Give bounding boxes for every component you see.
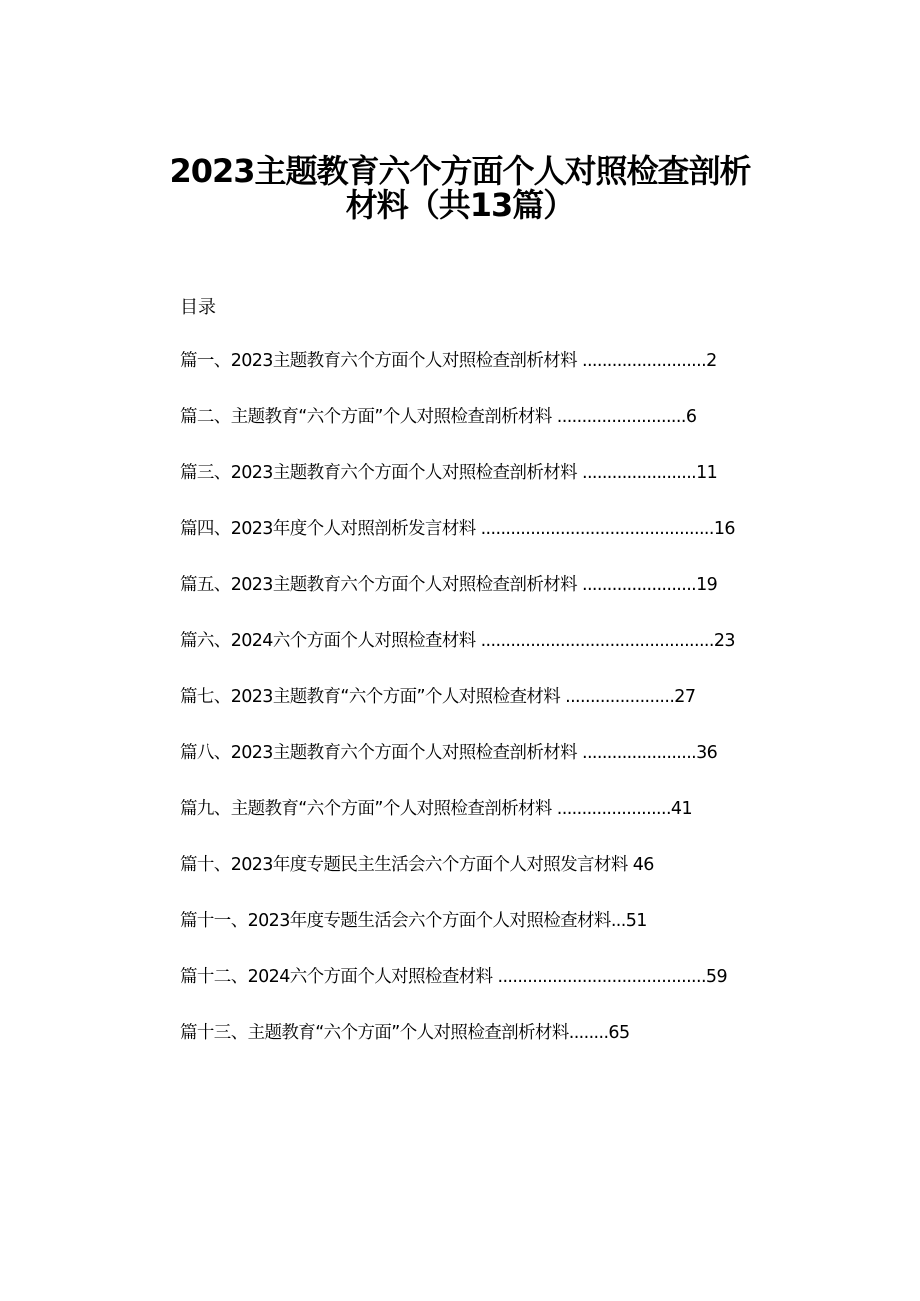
toc-entry-text: 篇十、2023年度专题民主生活会六个方面个人对照发言材料 46 xyxy=(180,855,654,875)
toc-entry-text: 篇四、2023年度个人对照剖析发言材料 ...............................................16 xyxy=(180,519,735,539)
toc-entry-13[interactable] xyxy=(180,1020,780,1076)
toc-entry-text: 篇二、主题教育“六个方面”个人对照检查剖析材料 ..........................6 xyxy=(180,407,697,427)
toc-entry-3[interactable] xyxy=(180,460,780,516)
toc-entry-6[interactable] xyxy=(180,628,780,684)
toc-entry-4[interactable] xyxy=(180,516,780,572)
toc-entry-text: 篇六、2024六个方面个人对照检查材料 ...............................................23 xyxy=(180,631,735,651)
toc-entry-text: 篇八、2023主题教育六个方面个人对照检查剖析材料 .......................36 xyxy=(180,743,718,763)
toc-entry-12[interactable] xyxy=(180,964,780,1020)
toc-entry-text: 篇十一、2023年度专题生活会六个方面个人对照检查材料...51 xyxy=(180,911,647,931)
toc-entry-2[interactable] xyxy=(180,404,780,460)
toc-entry-text: 篇十二、2024六个方面个人对照检查材料 ..........................................59 xyxy=(180,967,728,987)
toc-entry-11[interactable] xyxy=(180,908,780,964)
toc-entry-8[interactable] xyxy=(180,740,780,796)
toc-entry-text: 篇五、2023主题教育六个方面个人对照检查剖析材料 .......................19 xyxy=(180,575,718,595)
toc-heading: 目录 xyxy=(180,297,216,318)
document-title-line-1: 2023主题教育六个方面个人对照检查剖析 xyxy=(169,152,751,190)
toc-entry-text: 篇三、2023主题教育六个方面个人对照检查剖析材料 .......................11 xyxy=(180,463,718,483)
toc-entry-10[interactable] xyxy=(180,852,780,908)
toc-entry-5[interactable] xyxy=(180,572,780,628)
toc-entry-text: 篇一、2023主题教育六个方面个人对照检查剖析材料 .........................2 xyxy=(180,351,717,371)
toc-entry-9[interactable] xyxy=(180,796,780,852)
document-title-line-2: 材料（共13篇） xyxy=(345,186,575,224)
toc-entry-text: 篇十三、主题教育“六个方面”个人对照检查剖析材料........65 xyxy=(180,1023,630,1043)
toc-entry-7[interactable] xyxy=(180,684,780,740)
table-of-contents xyxy=(180,348,780,1076)
toc-entry-1[interactable] xyxy=(180,348,780,404)
toc-entry-text: 篇九、主题教育“六个方面”个人对照检查剖析材料 .......................41 xyxy=(180,799,693,819)
toc-entry-text: 篇七、2023主题教育“六个方面”个人对照检查材料 ......................27 xyxy=(180,687,696,707)
